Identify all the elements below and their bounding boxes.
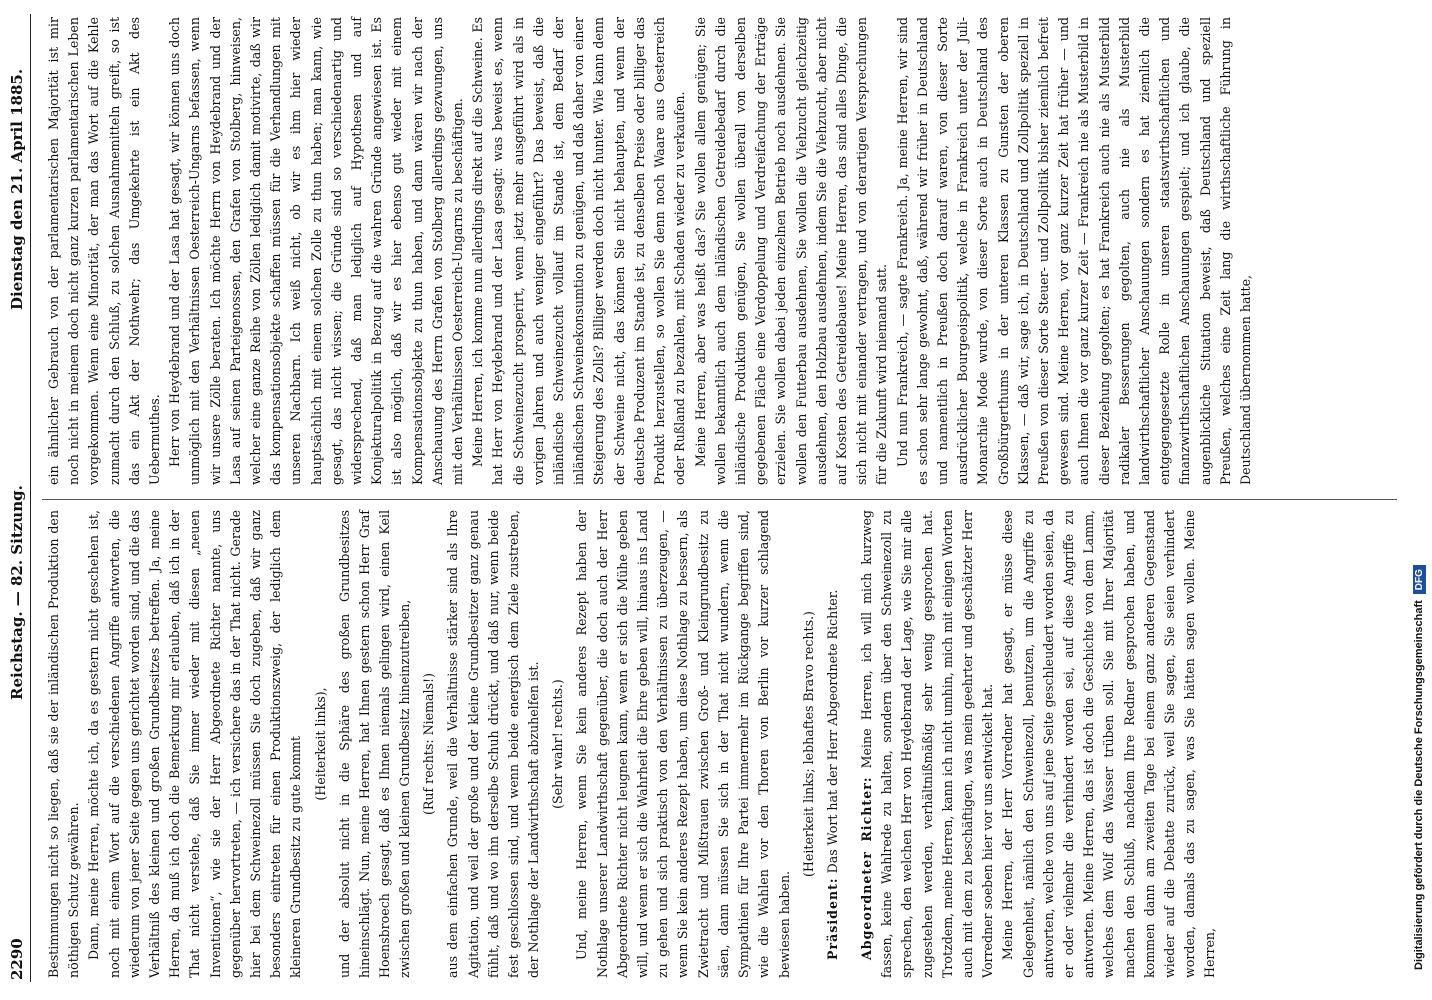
speech-text: Das Wort hat der Herr Abgeordnete Richter. (824, 589, 840, 874)
paragraph: Bestimmungen nicht so liegen, daß sie der inländischen Produktion den nöthigen Schutz gewähren. (46, 510, 82, 978)
paragraph: Meine Herren, der Herr Vorredner hat gesagt, er müsse diese Gelegenheit, nämlich den Schweinezoll, benutzen, um die Angriffe zu antworten, welche von uns auf jene Seite geschleudert worden seien, da er oder vielmehr die verhindert worden sei, auf diese Angriffe zu antworten. Meine Herren, das ist doch die Geschichte von dem Lamm, welches dem Wolf das Wasser trüben soll. Sie mit Ihrer Majorität machen den Schluß, nachdem Ihre Redner gesprochen haben, und kommen dann am zweiten Tage bei einem ganz anderen Gegenstand wieder auf die Debatte zurück, weil Sie sagen, Sie seien verhindert worden, damals das zu sagen, was Sie hätten sagen wollen. Meine Herren, (1000, 510, 1218, 978)
header-rule (30, 14, 31, 982)
interjection: (Heiterkeit links; lebhaftes Bravo rechts.) (800, 611, 816, 877)
speaker-label: Abgeordneter Richter: (858, 776, 874, 960)
right-column (44, 17, 1256, 485)
paragraph: und der absolut nicht in die Sphäre des großen Grundbesitzes hineinschlägt. Nun, meine Herren, hat Ihnen gestern schon Herr Graf Hoensbroech gesagt, daß es Ihnen niemals gelingen wird, einen Keil zwischen großen und kleinen Grundbesitz hineinzutreiben, (336, 510, 413, 978)
paragraph: Meine Herren, aber was heißt das? Sie wollen allem genügen; Sie wollen bekanntlich auch dem inländischen Getreidebedarf durch die inländische Produktion genügen, Sie wollen überall von derselben gegebenen Fläche eine Verdoppelung und Verdreifachung der Erträge erzielen. Sie wollen dabei jeden einzelnen Betrieb noch ausdehnen. Sie wollen den Futterbau ausdehnen, Sie wollen die Viehzucht gleichzeitig ausdehnen, den Holzbau ausdehnen, indem Sie die Viehzucht, aber nicht auf Kosten des Getreidebaues! Meine Herren, das sind alles Dinge, die sich nicht mit einander vertragen, und von derartigen Versprechungen für die Zukunft wird niemand satt. (692, 17, 890, 485)
interjection: (Ruf rechts: Niemals!) (421, 673, 437, 815)
paragraph: Herr von Heydebrand und der Lasa hat gesagt, wir können uns doch unmöglich mit den Verhältnissen Oesterreich-Ungarns befassen, wenn wir unsere Zölle beraten. Ich möchte Herrn von Heydebrand und der Lasa auf seinen Parteigenossen, den Grafen von Stolberg, hinweisen, welcher eine ganze Reihe von Zöllen lediglich damit motivirte, daß wir das kompensationsobjekte schaffen müssen für die Verhandlungen mit unseren Nachbarn. Ich weiß nicht, ob wir es ihm hier wieder hauptsächlich mit einem solchen Zolle zu thun haben; man kann, wie gesagt, das nicht wissen; die Gründe sind so verschiedenartig und widersprechend, daß man lediglich auf Hypothesen und auf Konjekturalpolitik in Bezug auf die wahren Gründe angewiesen ist. Es ist also möglich, daß wir es hier ebenso gut wieder mit einem Kompensationsobjekte zu thun haben, und dann wären wir nach der Anschauung des Herrn Grafen von Stolberg allerdings gezwungen, uns mit den Verhältnissen Oesterreich-Ungarns zu beschäftigen. (167, 17, 466, 485)
digitization-credit (1406, 0, 1432, 1000)
paragraph: ein ähnlicher Gebrauch von der parlamentarischen Majorität ist mir noch nicht in meinem doch nicht ganz kurzen parlamentarischen Leben vorgekommen. Wenn eine Minorität, der man das Wort auf die Kehle zumacht durch den Schluß, zu solchen Ausnahmemitteln greift, so ist das ein Akt der Nothwehr; das Umgekehrte ist ein Akt des Uebermuthes. (46, 17, 163, 485)
dfg-logo: DFG (1413, 565, 1426, 594)
credit-text: Digitalisierung gefördert durch die Deutsche Forschungsgemeinschaft (1413, 600, 1425, 970)
left-column (44, 510, 1221, 978)
running-head-right: Dienstag den 21. April 1885. (8, 68, 26, 310)
interjection: (Sehr wahr! rechts.) (550, 679, 566, 809)
page-number: 2290 (8, 938, 26, 980)
speech-text: Meine Herren, ich will mich kurzweg fassen, keine Wahlrede zu halten, sondern über den Schweinezoll zu sprechen, den welchen Herr von Heydebrand der Lage, wie Sie mir alle zugestehen werden, verhältnißmäßig sehr wenig gesprochen hat. Trotzdem, meine Herren, kann ich nicht umhin, mich mit einigen Worten auch mit dem zu beschäftigen, was mein geehrter und geschätzter Herr Vorredner soeben hier vor uns entwickelt hat. (858, 510, 996, 978)
paragraph: Und, meine Herren, wenn Sie kein anderes Rezept haben der Nothlage unserer Landwirthschaft gegenüber, die doch auch der Herr Abgeordnete Richter nicht leugnen kann, wenn er sich die Mühe geben will, und wenn er sich die Wahrheit die Ehre geben will, hinaus ins Land zu gehen und sich praktisch von den Verhältnissen zu überzeugen, — wenn Sie kein anderes Rezept haben, um diese Nothlage zu bessern, als Zwietracht und Mißtrauen zwischen Groß- und Kleingrundbesitz zu säen, dann müssen Sie sich in der That nicht wundern, wenn die Sympathien für Ihre Partei immermehr im Rückgange begriffen sind, wie die Wahlen vor den Thoren von Berlin vor kurzer schlagend bewiesen haben. (574, 510, 792, 978)
column-divider (42, 499, 1397, 500)
paragraph: Meine Herren, ich komme nun allerdings direkt auf die Schweine. Es hat Herr von Heydebrand und der Lasa gesagt: was beweist es, wenn die Schweinezucht prosperirt, wenn jetzt mehr ausgeführt wird als in vorigen Jahren und auch weniger eingeführt? Das beweist, daß die inländische Schweinezucht vollauf im Stande ist, dem Bedarf der inländischen Schweinekonsumtion zu genügen, und daß daher von einer Steigerung des Zolls? Billiger werden doch nicht hunter. Wie kann denn der Schweine nicht, das können Sie nicht behaupten, und wenn der deutsche Produzent im Stande ist, zu denselben Preise oder billiger das Produkt herzustellen, so wollen Sie denn noch Waare aus Oesterreich oder Rußland zu bezahlen, mit Schaden wieder zu verkaufen. (470, 17, 688, 485)
speaker-label: Präsident: (824, 877, 840, 960)
running-head-left: Reichstag. — 82. Sitzung. (8, 485, 26, 700)
paragraph: Dann, meine Herren, möchte ich, da es gestern nicht geschehen ist, noch mit einem Wort auf die verschiedenen Angriffe antworten, die wiederum von jener Seite gegen uns gerichtet worden sind, und die das Verhältniß des kleinen und großen Grundbesitzes betreffen. Ja, meine Herren, da muß ich doch die Bemerkung mir erlauben, daß ich in der That nicht verstehe, daß Sie immer wieder mit diesen „neuen Inventionen“, wie sie der Herr Abgeordnete Richter nannte, uns gegenüber hervortreten, — ich versichere das in der That nicht. Gerade hier bei dem Schweinezoll müssen Sie doch zugeben, daß wir ganz besonders eintreten für einen Produktionszweig, der lediglich dem kleineren Grundbesitz zu gute kommt (86, 510, 304, 978)
paragraph: Und nun Frankreich, — sagte Frankreich. Ja, meine Herren, wir sind es schon sehr lange gewohnt, daß, während wir früher in Deutschland und namentlich in Preußen doch darauf waren, von dieser Sorte ausdrücklicher Bourgeoispolitik, welche in Frankreich unter der Juli-Monarchie Mode wurde, von dieser Sorte auch in Deutschland des Großbürgerthums in der unteren Klassen zu Gunsten der oberen Klassen, — daß wir, sage ich, in Deutschland und Zollpolitik speziell in Preußen von dieser Sorte Steuer- und Zollpolitik bisher ziemlich befreit gewesen sind. Meine Herren, vor ganz kurzer Zeit hat früher — und auch Ihnen die vor ganz kurzer Zeit — Frankreich nie als Musterbild in dieser Beziehung gegolten; es hat Frankreich auch nie als Musterbild radikaler Besserungen gegolten, auch nie als Musterbild landwirthschaftlicher Anschauungen sondern es hat ziemlich die entgegengesetzte Rolle in unseren staatswirthschaftlichen und finanzwirthschaftlichen Anschauungen gespielt; und ich glaube, die augenblickliche Situation beweist, daß Deutschland und speziell Preußen, welches eine Zeit lang die wirthschaftliche Führung in Deutschland übernommen hatte, (894, 17, 1253, 485)
interjection: (Heiterkeit links), (312, 687, 328, 801)
paragraph: aus dem einfachen Grunde, weil die Verhältnisse stärker sind als Ihre Agitation, und weil der große und der kleine Grundbesitzer ganz genau fühlt, daß und wo ihn derselbe Schuh drückt, und daß nur, wenn beide fest geschlossen sind, und wenn beide energisch dem Ziele zustreben, der Nothlage der Landwirthschaft abzuhelfen ist. (445, 510, 542, 978)
